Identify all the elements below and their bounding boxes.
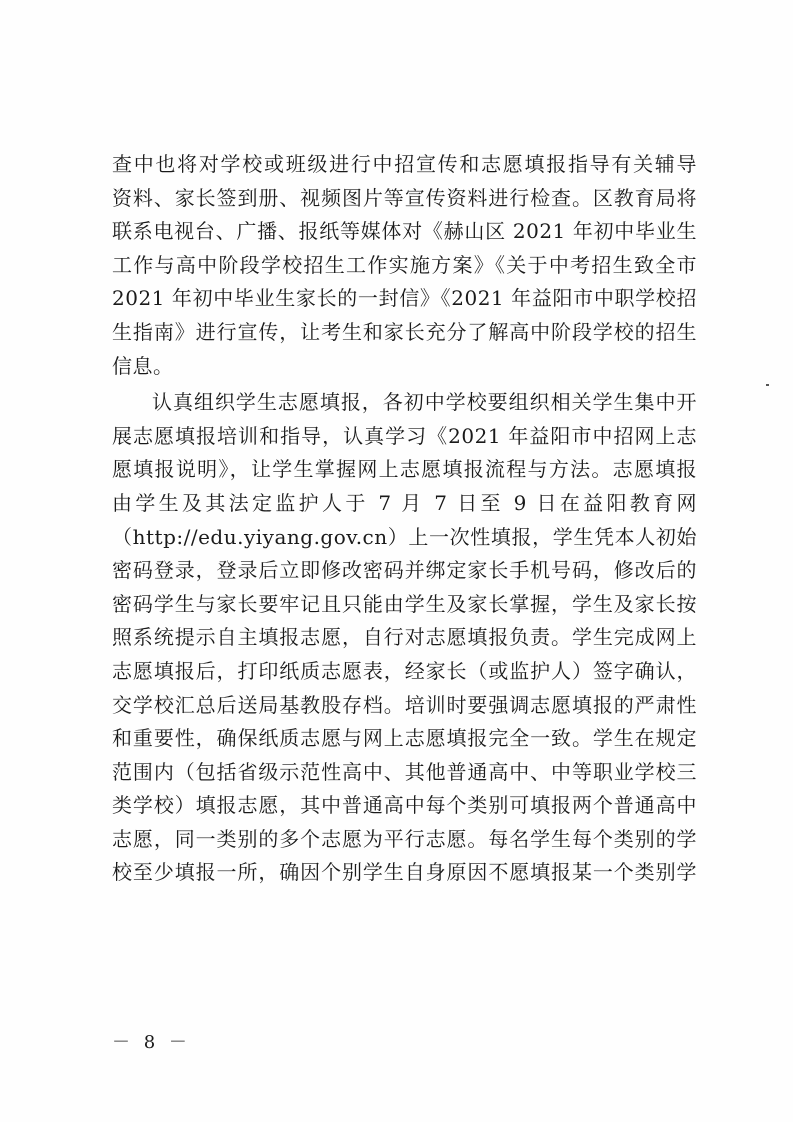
text-line: 范围内（包括省级示范性高中、其他普通高中、中等职业学校三 [112,759,697,784]
text-line: 类学校）填报志愿，其中普通高中每个类别可填报两个普通高中 [112,793,697,818]
text-line: 工作与高中阶段学校招生工作实施方案》《关于中考招生致全市 [112,252,697,277]
text-line: 资料、家长签到册、视频图片等宣传资料进行检查。区教育局将 [112,185,697,210]
document-body [112,148,697,890]
text-line: 交学校汇总后送局基教股存档。培训时要强调志愿填报的严肃性 [112,692,697,717]
text-line: 2021 年初中毕业生家长的一封信》《2021 年益阳市中职学校招 [112,286,697,311]
text-line: 密码登录，登录后立即修改密码并绑定家长手机号码，修改后的 [112,558,697,583]
text-line: 和重要性，确保纸质志愿与网上志愿填报完全一致。学生在规定 [112,726,697,751]
text-line: 志愿填报后，打印纸质志愿表，经家长（或监护人）签字确认， [112,658,697,683]
text-line: 密码学生与家长要牢记且只能由学生及家长掌握，学生及家长按 [112,591,697,616]
text-line: 展志愿填报培训和指导，认真学习《2021 年益阳市中招网上志 [112,423,697,448]
text-line: 信息。 [112,353,174,378]
text-line: 由学生及其法定监护人于 7 月 7 日至 9 日在益阳教育网 [112,490,697,515]
page-number: － 8 － [112,1032,191,1053]
text-line: 校至少填报一所，确因个别学生自身原因不愿填报某一个类别学 [112,860,697,885]
scan-mark [766,384,769,386]
text-line: 照系统提示自主填报志愿，自行对志愿填报负责。学生完成网上 [112,625,697,650]
text-line: 查中也将对学校或班级进行中招宣传和志愿填报指导有关辅导 [112,152,697,176]
text-line: 志愿，同一类别的多个志愿为平行志愿。每名学生每个类别的学 [112,826,697,851]
text-line: 联系电视台、广播、报纸等媒体对《赫山区 2021 年初中毕业生 [112,219,697,244]
text-line: （http://edu.yiyang.gov.cn）上一次性填报，学生凭本人初始 [112,524,697,549]
text-line: 愿填报说明》，让学生掌握网上志愿填报流程与方法。志愿填报 [112,457,697,482]
text-line: 认真组织学生志愿填报，各初中学校要组织相关学生集中开 [152,390,697,415]
text-line: 生指南》进行宣传，让考生和家长充分了解高中阶段学校的招生 [112,319,697,344]
